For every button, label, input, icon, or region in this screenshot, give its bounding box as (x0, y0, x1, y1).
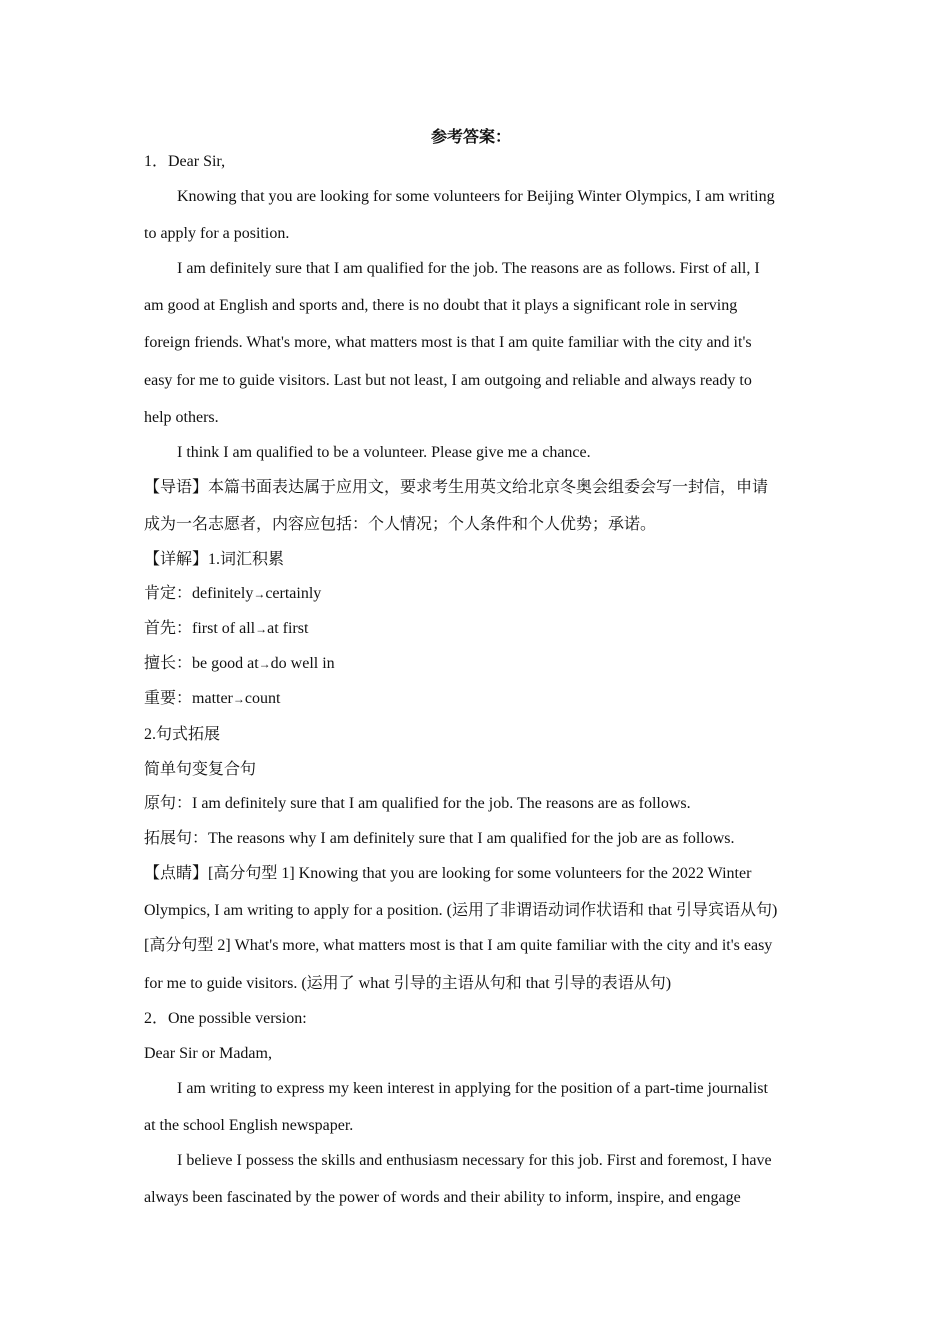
text-line: am good at English and sports and, there is no doubt that it plays a significant role in serving (144, 297, 738, 314)
text-line: I am definitely sure that I am qualified for the job. The reasons are as follows. First of all, I (177, 260, 760, 277)
text-line: I am writing to express my keen interest in applying for the position of a part-time journalist (177, 1080, 768, 1097)
text-line: 成为一名志愿者，内容应包括：个人情况；个人条件和个人优势；承诺。 (144, 516, 657, 533)
text-line: to apply for a position. (144, 225, 290, 242)
text-line: 2．One possible version: (144, 1010, 307, 1027)
text-line: at the school English newspaper. (144, 1117, 354, 1134)
vocab-label: 首先： (144, 620, 193, 637)
answer-document (144, 0, 808, 1344)
text-line: 拓展句：The reasons why I am definitely sure that I am qualified for the job are as follows. (144, 830, 735, 847)
text-line: 【导语】本篇书面表达属于应用文，要求考生用英文给北京冬奥会组委会写一封信，申请 (144, 479, 769, 496)
text-line: easy for me to guide visitors. Last but not least, I am outgoing and reliable and always ready to (144, 372, 752, 389)
text-line: foreign friends. What's more, what matters most is that I am quite familiar with the city and it's (144, 334, 752, 351)
arrow-icon: → (255, 622, 268, 636)
text-line: 2.句式拓展 (144, 726, 221, 743)
vocab-original: first of all (192, 620, 256, 637)
text-line: 【详解】1.词汇积累 (144, 551, 285, 568)
vocab-item (144, 654, 335, 674)
text-line: I think I am qualified to be a volunteer. Please give me a chance. (177, 444, 591, 461)
text-line: always been fascinated by the power of words and their ability to inform, inspire, and engage (144, 1189, 741, 1206)
arrow-icon: → (258, 657, 271, 671)
vocab-alternative: count (244, 690, 281, 707)
arrow-icon: → (253, 587, 266, 601)
vocab-original: be good at (192, 655, 259, 672)
text-line: 简单句变复合句 (144, 761, 257, 778)
text-line: I believe I possess the skills and enthusiasm necessary for this job. First and foremost, I have (177, 1152, 772, 1169)
text-line: 【点睛】[高分句型 1] Knowing that you are looking for some volunteers for the 2022 Winter (144, 865, 752, 882)
vocab-original: definitely (192, 585, 254, 602)
vocab-item (144, 689, 280, 709)
vocab-alternative: do well in (270, 655, 335, 672)
vocab-label: 擅长： (144, 655, 193, 672)
text-line: help others. (144, 409, 219, 426)
vocab-item (144, 584, 321, 604)
text-line: Dear Sir or Madam, (144, 1045, 272, 1062)
text-line: Olympics, I am writing to apply for a position. (运用了非谓语动词作状语和 that 引导宾语从句) (144, 902, 778, 919)
vocab-item (144, 619, 308, 639)
vocab-original: matter (192, 690, 233, 707)
text-line: 原句：I am definitely sure that I am qualified for the job. The reasons are as follows. (144, 795, 691, 812)
text-line: Knowing that you are looking for some volunteers for Beijing Winter Olympics, I am writing (177, 188, 775, 205)
text-line: [高分句型 2] What's more, what matters most is that I am quite familiar with the city and it's easy (144, 937, 773, 954)
vocab-label: 肯定： (144, 585, 193, 602)
text-line: 1．Dear Sir, (144, 153, 226, 170)
vocab-label: 重要： (144, 690, 193, 707)
vocab-alternative: at first (267, 620, 309, 637)
text-line: for me to guide visitors. (运用了 what 引导的主语从句和 that 引导的表语从句) (144, 975, 672, 992)
arrow-icon: → (232, 692, 245, 706)
vocab-alternative: certainly (265, 585, 322, 602)
page-title: 参考答案： (430, 129, 511, 146)
